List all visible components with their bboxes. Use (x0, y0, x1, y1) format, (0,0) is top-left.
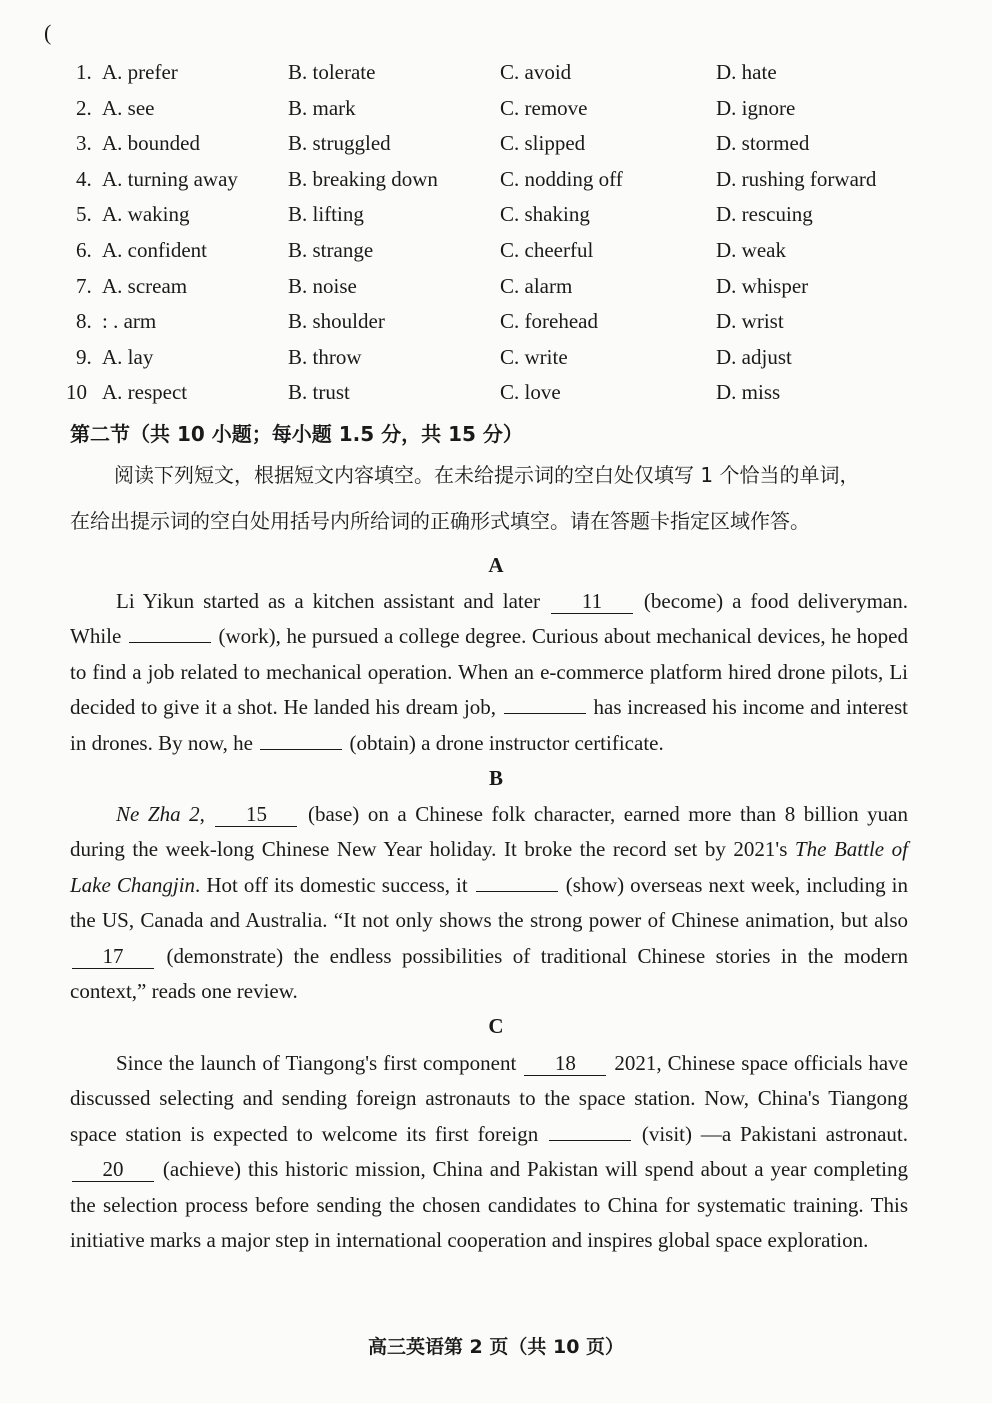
option-row-1 (66, 56, 946, 92)
option-b: B. noise (288, 273, 357, 298)
option-b: B. strange (288, 237, 374, 262)
question-number: 2. (76, 95, 92, 120)
options-table (66, 56, 946, 412)
section-title: 第二节（共 10 小题；每小题 1.5 分，共 15 分） (70, 422, 523, 446)
option-row-3 (66, 127, 946, 163)
option-c: C. forehead (500, 309, 598, 334)
option-b: B. trust (288, 380, 350, 405)
passage-text: (visit) —a Pakistani astronaut. (633, 1121, 908, 1146)
passage-c (70, 1046, 908, 1258)
question-number: 3. (76, 131, 92, 156)
passage-text: (obtain) a drone instructor certificate. (344, 730, 664, 755)
blank-15: 15 (215, 802, 297, 827)
option-d: D. adjust (716, 344, 792, 369)
option-a: A. confident (102, 237, 207, 262)
passage-text: (base) on a Chinese folk character, earned more than 8 billion yuan during the week-long Chinese New Year holiday. It broke the record set by 2021's (70, 802, 908, 862)
option-d: D. stormed (716, 131, 810, 156)
film-title: Ne Zha 2 (116, 802, 200, 826)
question-number: 10 (66, 380, 87, 405)
option-c: C. love (500, 380, 561, 405)
passage-a (70, 584, 908, 761)
instruction-line-2: 在给出提示词的空白处用括号内所给词的正确形式填空。请在答题卡指定区域作答。 (70, 509, 810, 533)
passage-text: (show) overseas next week, including in the US, Canada and Australia. “It not only shows the strong power of Chinese animation, but also (70, 872, 908, 933)
passage-text: Li Yikun started as a kitchen assistant and later (116, 589, 549, 613)
option-b: B. tolerate (288, 60, 376, 84)
option-d: D. hate (716, 60, 777, 84)
passage-text: (become) a food deliveryman. While (70, 589, 908, 649)
option-a: A. lay (102, 344, 154, 369)
question-number: 6. (76, 237, 92, 262)
option-b: B. shoulder (288, 309, 385, 334)
question-number: 5. (76, 202, 92, 227)
passage-text: (work), he pursued a college degree. Curious about mechanical devices, he hoped to find a job related to mechanical operation. When an e-commerce platform hired drone pilots, Li decided to give it a shot. He landed his dream job, (70, 624, 908, 720)
option-b: B. struggled (288, 131, 391, 156)
page-footer: 高三英语第 2 页（共 10 页） (367, 1336, 625, 1358)
corner-mark: ( (44, 20, 52, 45)
option-row-2 (66, 92, 946, 128)
option-a: A. respect (102, 380, 188, 405)
option-d: D. rushing forward (716, 166, 877, 191)
option-row-4 (66, 163, 946, 199)
blank-12 (129, 642, 211, 643)
option-d: D. rescuing (716, 202, 813, 227)
option-c: C. nodding off (500, 166, 623, 191)
passage-a-label: A (488, 553, 504, 577)
option-d: D. weak (716, 237, 786, 262)
option-d: D. whisper (716, 273, 809, 298)
option-a: A. prefer (102, 60, 178, 84)
blank-20: 20 (72, 1157, 154, 1182)
option-a: A. turning away (102, 166, 238, 191)
option-c: C. shaking (500, 202, 590, 227)
passage-c-label: C (488, 1014, 504, 1038)
film-title: The Battle of Lake Changjin (70, 837, 908, 897)
question-number: 9. (76, 344, 92, 369)
passage-b (70, 797, 908, 1009)
option-row-8 (66, 305, 946, 341)
option-b: B. throw (288, 344, 362, 369)
option-d: D. miss (716, 380, 781, 405)
section-instructions (70, 452, 916, 544)
option-a: A. see (102, 95, 155, 120)
question-number: 1. (76, 60, 92, 84)
question-number: 4. (76, 166, 92, 191)
passage-text: Since the launch of Tiangong's first component (116, 1051, 523, 1075)
blank-19 (549, 1140, 631, 1141)
passage-text: , (199, 802, 214, 826)
passage-text: (achieve) this historic mission, China and Pakistan will spend about a year completing the selection process before sending the chosen candidates to China for systematic training. This initiative marks a major step in international cooperation and inspires global space exploration. (70, 1157, 908, 1253)
option-b: B. mark (288, 95, 356, 120)
blank-14 (260, 749, 342, 750)
blank-17: 17 (72, 944, 154, 969)
blank-16 (476, 891, 558, 892)
option-row-7 (66, 270, 946, 306)
option-b: B. breaking down (288, 166, 438, 191)
option-c: C. remove (500, 95, 588, 120)
option-a: A. waking (102, 202, 190, 227)
option-d: D. wrist (716, 309, 784, 334)
blank-13 (504, 713, 586, 714)
instruction-line-1: 阅读下列短文，根据短文内容填空。在未给提示词的空白处仅填写 1 个恰当的单词， (114, 463, 860, 487)
question-number: 8. (76, 309, 92, 334)
passage-text: 2021, Chinese space officials have discussed selecting and sending foreign astronauts to the space station. Now, China's Tiangong space station is expected to welcome its first foreign (70, 1051, 908, 1146)
option-a: A. bounded (102, 131, 200, 156)
option-row-9 (66, 341, 946, 377)
option-a: A. scream (102, 273, 188, 298)
option-c: C. slipped (500, 131, 586, 156)
blank-11: 11 (551, 589, 633, 614)
passage-text: . Hot off its domestic success, it (195, 872, 474, 897)
option-c: C. avoid (500, 60, 572, 84)
passage-b-label: B (488, 766, 503, 790)
option-c: C. write (500, 344, 568, 369)
option-c: C. cheerful (500, 237, 594, 262)
question-number: 7. (76, 273, 92, 298)
option-c: C. alarm (500, 273, 573, 298)
passage-text: has increased his income and interest in drones. By now, he (70, 695, 908, 755)
option-d: D. ignore (716, 95, 796, 120)
passage-text: (demonstrate) the endless possibilities of traditional Chinese stories in the modern context,” reads one review. (70, 943, 908, 1004)
option-row-5 (66, 198, 946, 234)
option-row-6 (66, 234, 946, 270)
option-b: B. lifting (288, 202, 364, 227)
blank-18: 18 (524, 1051, 606, 1076)
option-a: : . arm (102, 309, 157, 334)
option-row-10 (66, 376, 946, 412)
